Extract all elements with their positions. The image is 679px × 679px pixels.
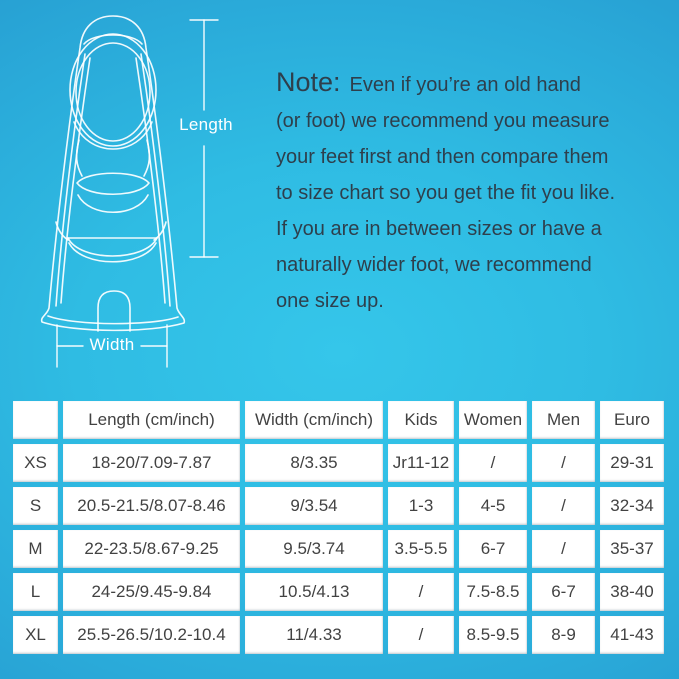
kids-cell: Jr11-12 [388,444,454,482]
note-line [276,64,674,103]
size-cell: S [13,487,58,525]
size-cell: XS [13,444,58,482]
size-cell: XL [13,616,58,654]
men-cell: 6-7 [532,573,595,611]
euro-cell: 35-37 [600,530,664,568]
euro-cell: 29-31 [600,444,664,482]
women-cell: 7.5-8.5 [459,573,527,611]
note-title: Note: [276,67,341,97]
note-line: naturally wider foot, we recommend [276,254,592,276]
size-cell: L [13,573,58,611]
length-cell: 24-25/9.45-9.84 [63,573,240,611]
kids-cell: 3.5-5.5 [388,530,454,568]
kids-cell: / [388,616,454,654]
length-dimension-label: Length [179,115,233,134]
euro-cell: 38-40 [600,573,664,611]
note-line: one size up. [276,290,384,312]
header-women: Women [459,401,527,439]
men-cell: / [532,530,595,568]
size-cell: M [13,530,58,568]
width-dimension-label: Width [89,335,135,354]
men-cell: 8-9 [532,616,595,654]
width-cell: 9.5/3.74 [245,530,383,568]
note-text-block [276,64,674,319]
women-cell: 4-5 [459,487,527,525]
width-cell: 10.5/4.13 [245,573,383,611]
length-cell: 20.5-21.5/8.07-8.46 [63,487,240,525]
length-cell: 22-23.5/8.67-9.25 [63,530,240,568]
header-euro: Euro [600,401,664,439]
width-cell: 11/4.33 [245,616,383,654]
length-cell: 25.5-26.5/10.2-10.4 [63,616,240,654]
swim-fin-diagram [0,0,240,380]
women-cell: 6-7 [459,530,527,568]
header-empty [13,401,58,439]
note-line: (or foot) we recommend you measure [276,110,610,132]
length-cell: 18-20/7.09-7.87 [63,444,240,482]
note-line: If you are in between sizes or have a [276,218,602,240]
note-line: your feet first and then compare them [276,146,609,168]
women-cell: 8.5-9.5 [459,616,527,654]
header-kids: Kids [388,401,454,439]
note-line-text: Even if you’re an old hand [349,74,581,96]
women-cell: / [459,444,527,482]
men-cell: / [532,487,595,525]
kids-cell: / [388,573,454,611]
width-cell: 8/3.35 [245,444,383,482]
euro-cell: 41-43 [600,616,664,654]
euro-cell: 32-34 [600,487,664,525]
size-chart-table [13,401,664,654]
width-cell: 9/3.54 [245,487,383,525]
men-cell: / [532,444,595,482]
kids-cell: 1-3 [388,487,454,525]
header-length: Length (cm/inch) [63,401,240,439]
header-width: Width (cm/inch) [245,401,383,439]
header-men: Men [532,401,595,439]
note-line: to size chart so you get the fit you like. [276,182,616,204]
